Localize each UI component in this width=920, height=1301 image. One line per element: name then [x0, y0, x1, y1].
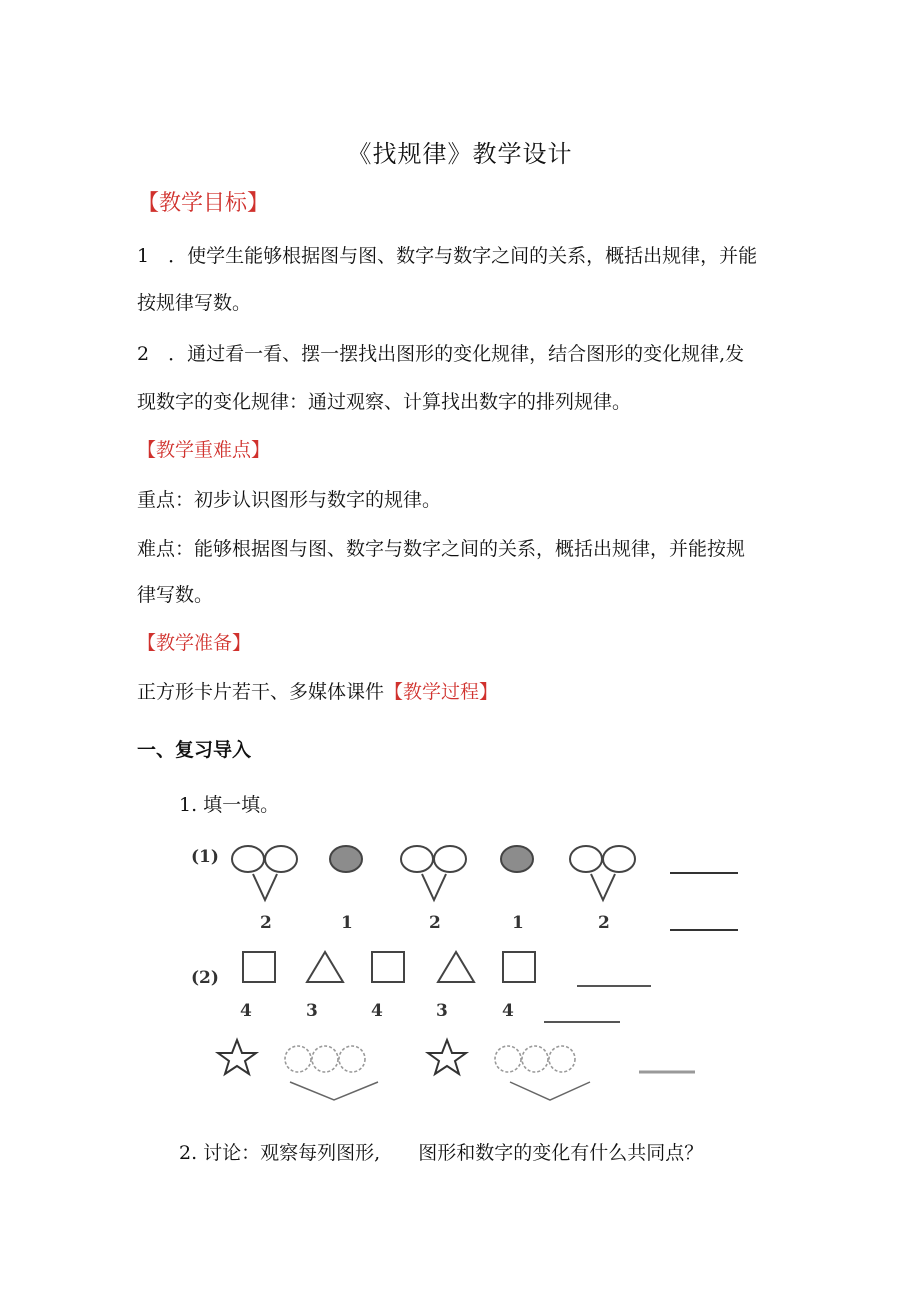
task1-label: 1. 填一填。 [179, 794, 280, 816]
square-icon [243, 952, 275, 982]
row2-number: 3 [306, 1001, 318, 1021]
filled-circle-icon [330, 846, 362, 872]
pattern-exercise-figure [185, 838, 745, 1113]
row1-number: 2 [260, 913, 272, 933]
process-heading: 【教学过程】 [384, 681, 499, 703]
apple-outline-icon [339, 1046, 365, 1072]
apple-outline-icon [522, 1046, 548, 1072]
row1-numbers [260, 913, 610, 933]
bracket-icon [253, 874, 277, 900]
bracket-icon [510, 1082, 590, 1100]
row2-numbers [240, 1001, 514, 1021]
goal-item-2-line-1: 2 ．通过看一看、摆一摆找出图形的变化规律，结合图形的变化规律,发 [137, 343, 745, 365]
star-icon [428, 1040, 466, 1074]
star-icon [218, 1040, 256, 1074]
task2-part2: 图形和数字的变化有什么共同点？ [418, 1142, 704, 1164]
row1-number: 1 [512, 913, 524, 933]
row2-number: 4 [502, 1001, 514, 1021]
circle-outline-icon [265, 846, 297, 872]
section1-heading: 一、复习导入 [137, 739, 252, 761]
square-icon [372, 952, 404, 982]
prep-content: 正方形卡片若干、多媒体课件 [137, 681, 385, 703]
circle-outline-icon [570, 846, 602, 872]
circle-outline-icon [232, 846, 264, 872]
row3-apples [285, 1046, 575, 1072]
row1-number: 1 [341, 913, 353, 933]
task2-part1: 2. 讨论：观察每列图形, [179, 1142, 381, 1164]
circle-outline-icon [603, 846, 635, 872]
filled-circle-icon [501, 846, 533, 872]
row3-shapes [218, 1040, 466, 1074]
goals-heading: 【教学目标】 [137, 191, 270, 216]
row1-number: 2 [429, 913, 441, 933]
goal-item-1-line-2: 按规律写数。 [137, 292, 252, 314]
keypoint-difficulty-line-2: 律写数。 [137, 584, 214, 606]
page-title: 《找规律》教学设计 [347, 140, 573, 168]
apple-outline-icon [312, 1046, 338, 1072]
keypoints-heading: 【教学重难点】 [137, 439, 271, 461]
task2-row [179, 1140, 703, 1166]
prep-heading: 【教学准备】 [137, 632, 252, 654]
bracket-icon [422, 874, 446, 900]
prep-content-row [137, 679, 498, 705]
row1-shapes [232, 846, 738, 930]
triangle-icon [307, 952, 343, 982]
square-icon [503, 952, 535, 982]
row2-number: 3 [436, 1001, 448, 1021]
apple-outline-icon [549, 1046, 575, 1072]
circle-outline-icon [434, 846, 466, 872]
bracket-icon [290, 1082, 378, 1100]
row1-number: 2 [598, 913, 610, 933]
circle-outline-icon [401, 846, 433, 872]
row1-label: (1) [191, 847, 219, 867]
goal-item-2-line-2: 现数字的变化规律：通过观察、计算找出数字的排列规律。 [137, 391, 632, 413]
keypoint-difficulty-line-1: 难点：能够根据图与图、数字与数字之间的关系，概括出规律，并能按规 [137, 538, 746, 560]
row2-number: 4 [371, 1001, 383, 1021]
keypoint-focus: 重点：初步认识图形与数字的规律。 [137, 489, 442, 511]
row2-label: (2) [191, 968, 219, 988]
row2-number: 4 [240, 1001, 252, 1021]
triangle-icon [438, 952, 474, 982]
apple-outline-icon [495, 1046, 521, 1072]
row3-brackets [290, 1072, 695, 1100]
apple-outline-icon [285, 1046, 311, 1072]
goal-item-1-line-1: 1 ．使学生能够根据图与图、数字与数字之间的关系，概括出规律，并能 [137, 245, 758, 267]
bracket-icon [591, 874, 615, 900]
